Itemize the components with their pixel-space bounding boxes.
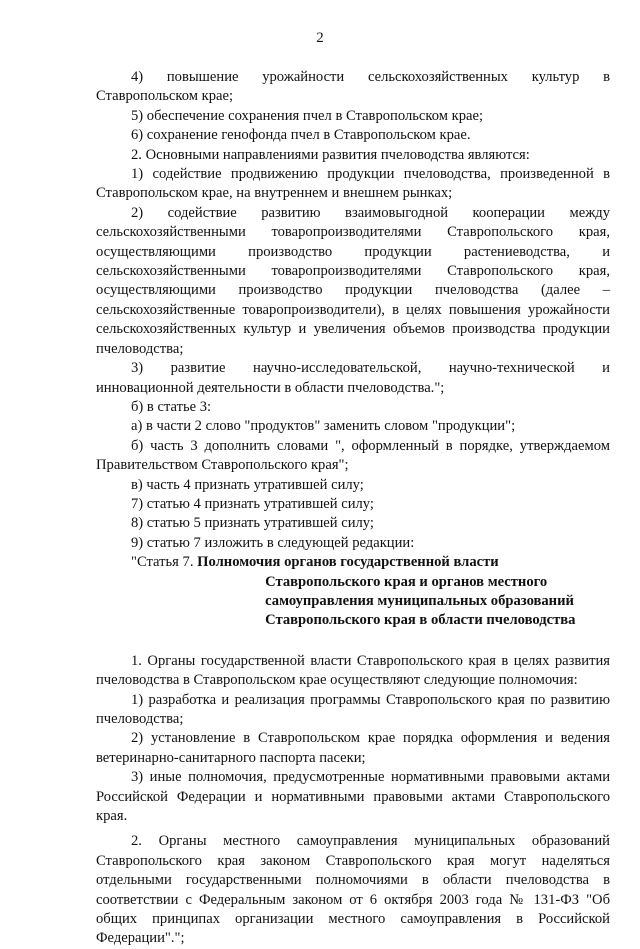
list-item: 1) содействие продвижению продукции пчеловодства, произведенной в Ставропольском крае, на внутреннем и внешнем рынках; xyxy=(96,166,610,202)
list-item: 4) повышение урожайности сельскохозяйственных культур в Ставропольском крае; xyxy=(96,69,610,105)
list-item: 6) сохранение генофонда пчел в Ставропольском крае. xyxy=(131,127,471,144)
article-title xyxy=(197,553,575,631)
article-paragraph: 1. Органы государственной власти Ставропольского края в целях развития пчеловодства в Ставропольском крае осуществляют следующие полномочия: xyxy=(96,652,610,689)
section-paragraph: 2. Основными направлениями развития пчеловодства являются: xyxy=(131,146,530,163)
list-item: 7) статью 4 признать утратившей силу; xyxy=(131,495,374,512)
list-item: 1) разработка и реализация программы Ставропольского края по развитию пчеловодства; xyxy=(96,691,610,727)
list-item: 5) обеспечение сохранения пчел в Ставропольском крае; xyxy=(131,107,484,124)
list-item: 2) установление в Ставропольском крае порядка оформления и ведения ветеринарно-санитарного паспорта пасеки; xyxy=(96,730,610,766)
article-title-line: Ставропольского края и органов местного xyxy=(265,573,548,590)
list-item: а) в части 2 слово "продуктов" заменить словом "продукции"; xyxy=(131,418,516,435)
list-item: 3) иные полномочия, предусмотренные нормативными правовыми актами Российской Федерации и нормативными правовыми актами Ставропольского края. xyxy=(96,769,610,825)
article-title-line: Ставропольского края в области пчеловодства xyxy=(265,612,576,629)
list-item: 9) статью 7 изложить в следующей редакции: xyxy=(131,534,415,551)
list-item: в) часть 4 признать утратившей силу; xyxy=(131,476,364,493)
list-item: 2) содействие развитию взаимовыгодной кооперации между сельскохозяйственными товаропроизводителями Ставропольского края, осуществляющими производство продукции растениеводства, и сельскохозяйственными товаропроизводителями Ставропольского края, осуществляющими производство продукции пчеловодства (далее – сельскохозяйственные товаропроизводители), в целях повышения урожайности сельскохозяйственных культур и увеличения объемов производства продукции пчеловодства; xyxy=(96,204,610,357)
article-heading xyxy=(131,553,610,631)
list-item: 8) статью 5 признать утратившей силу; xyxy=(131,515,374,532)
page-number: 2 xyxy=(316,30,324,46)
list-item: 3) развитие научно-исследовательской, научно-технической и инновационной деятельности в области пчеловодства."; xyxy=(96,360,610,396)
article-title-line: самоуправления муниципальных образований xyxy=(265,592,574,609)
document-body xyxy=(96,68,610,949)
article-title-line: Полномочия органов государственной власти xyxy=(197,554,499,571)
spacer xyxy=(96,631,610,652)
list-item: б) часть 3 дополнить словами ", оформленный в порядке, утверждаемом Правительством Ставропольского края"; xyxy=(96,437,610,474)
list-item: б) в статье 3: xyxy=(131,398,212,415)
article-paragraph: 2. Органы местного самоуправления муниципальных образований Ставропольского края законом Ставропольского края могут наделяться отдельными государственными полномочиями в области пчеловодства в соответствии с Федеральным законом от 6 октября 2003 года № 131-ФЗ "Об общих принципах организации местного самоуправления в Российской Федерации"."; xyxy=(96,833,610,947)
article-number: "Статья 7. xyxy=(131,554,198,571)
